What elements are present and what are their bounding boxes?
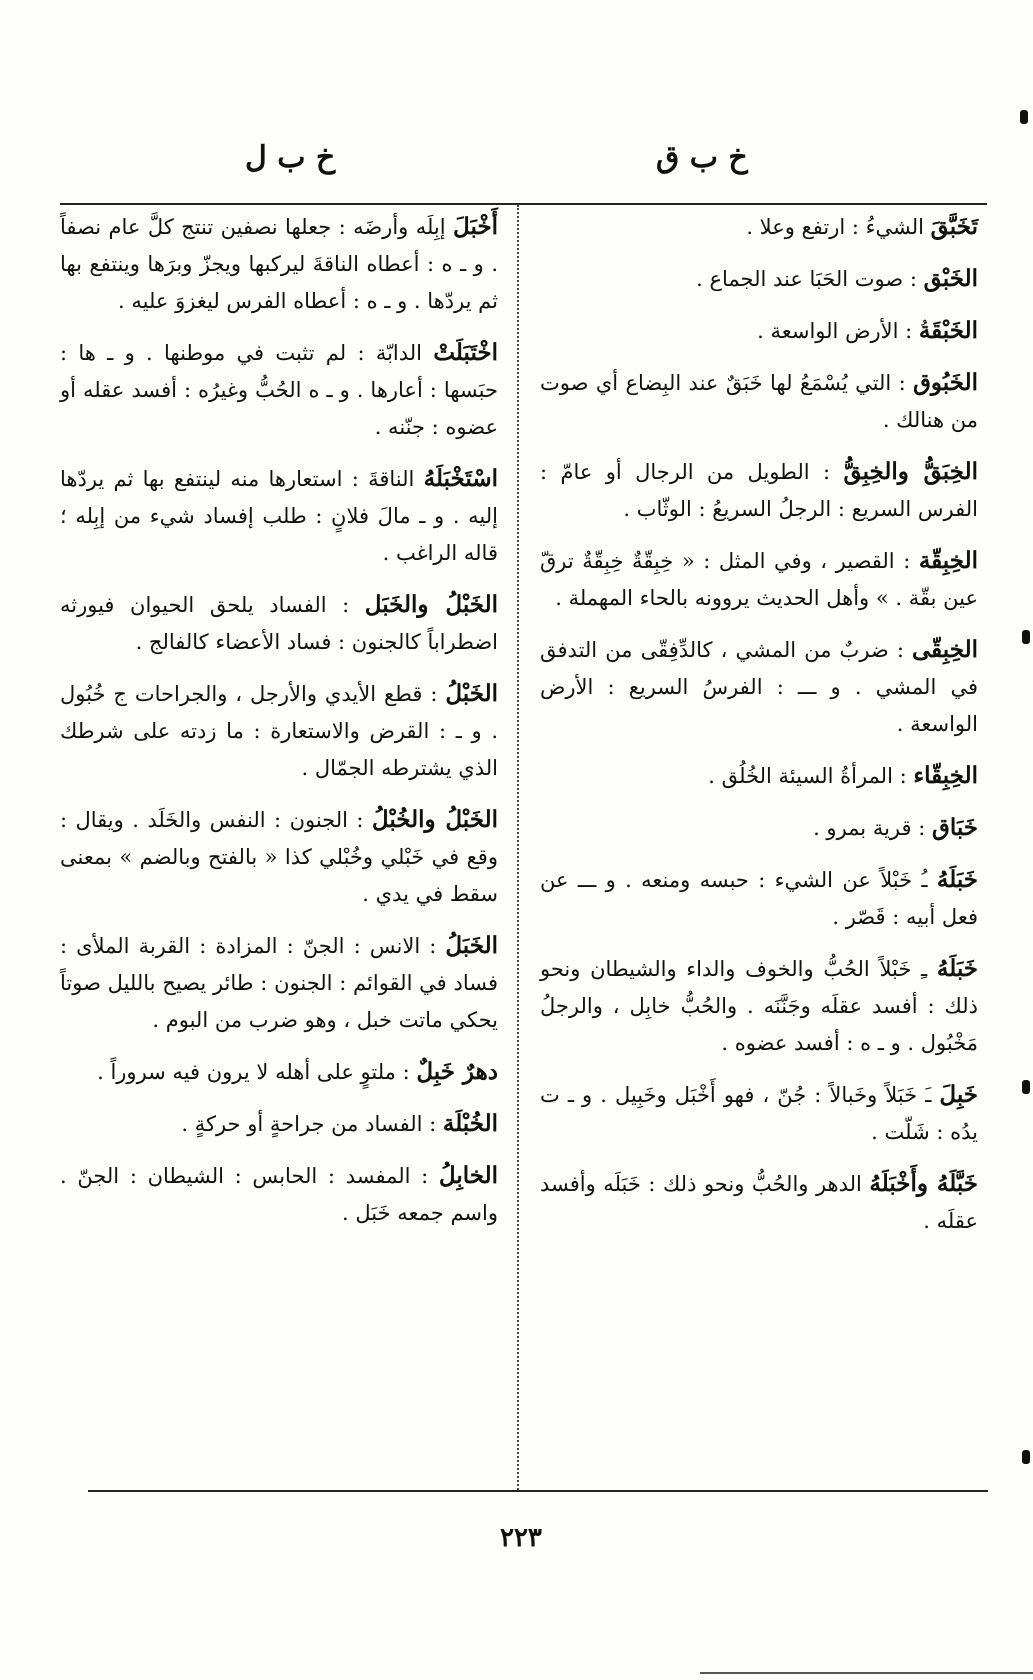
entry-headword: الخَبْلُ والخَبَل (364, 591, 499, 618)
dictionary-entry (60, 208, 498, 320)
entry-headword: أَخْبَلَ (453, 213, 498, 240)
entry-headword: خَبَلَهُ (936, 866, 978, 893)
footer-rule (88, 1490, 988, 1492)
entry-definition: : القصير ، وفي المثل : « خِبِقّةٌ خِبِقّةٌ ترقّ عين بقّة . » وأهل الحديث يروونه بالحاء المهملة . (540, 549, 978, 610)
dictionary-entry (60, 1053, 498, 1091)
column-divider (517, 205, 519, 1490)
page-number: ٢٢٣ (500, 1523, 542, 1553)
dictionary-entry (60, 927, 498, 1039)
dictionary-entry (60, 334, 498, 446)
dictionary-entry (60, 460, 498, 572)
entry-headword: خَبَّلَهُ وأَخْبَلَهُ (869, 1170, 978, 1197)
dictionary-entry (540, 260, 978, 298)
dictionary-entry (60, 1157, 498, 1232)
scan-margin-mark (1022, 1080, 1030, 1094)
entry-definition: ـَ خَبَلاً وخَبالاً : جُنّ ، فهو أَخْبَل وخَبِيل . و ـ ت يدُه : شَلّت . (540, 1083, 978, 1144)
entry-headword: تَخَبَّقَ (930, 213, 978, 240)
entry-headword: خَبَلَهُ (936, 955, 978, 982)
right-column-heading: خ ب ق (656, 140, 748, 175)
entry-definition: : ملتوٍ على أهله لا يرون فيه سروراً . (97, 1060, 417, 1084)
entry-definition: : المفسد : الحابس : الشيطان : الجنّ . واسم جمعه خَبَل . (60, 1164, 498, 1225)
dictionary-entry (540, 757, 978, 795)
entry-headword: اخْتَبَلَتْ (433, 339, 498, 366)
entry-definition: : قرية بمرو . (813, 816, 932, 840)
dictionary-entry (60, 1105, 498, 1143)
entry-definition: الشيءُ : ارتفع وعلا . (746, 215, 931, 239)
dictionary-entry (540, 208, 978, 246)
entry-headword: الخُبْلَة (442, 1110, 498, 1137)
entry-headword: خَبَاق (931, 814, 978, 841)
entry-definition: ـِ خَبْلاً الحُبُّ والخوف والداء والشيطان ونحو ذلك : أفسد عقلَه وجَنَّنَه . والحُبُّ خابِل ، والرجلُ مَخْبُول . و ـ ه : أفسد عضوه . (540, 957, 978, 1055)
entry-definition: : صوت الحَبَا عند الجماع . (696, 267, 924, 291)
entry-headword: الخَبْقَة (918, 317, 978, 344)
dictionary-entry (540, 312, 978, 350)
dictionary-entry (540, 364, 978, 439)
entry-definition: : الجنون : النفس والخَلَد . ويقال : وقع في خَبْلي وخُبْلي كذا « بالفتح وبالضم » بمعنى سقط في يدي . (60, 808, 498, 906)
left-column-heading: خ ب ل (245, 140, 336, 175)
entry-headword: الخِبِقّى (912, 636, 978, 663)
dictionary-entry (540, 861, 978, 936)
dictionary-entry (540, 1076, 978, 1151)
entry-headword: خَبِلَ (939, 1081, 978, 1108)
entry-headword: الخِبَقُّ والخِبِقُّ (843, 458, 978, 485)
entry-headword: اسْتَخْبَلَهُ (423, 465, 498, 492)
entry-definition: الدابّة : لم تثبت في موطنها . و ـ ها : حبَسها : أعارها . و ـ ه الحُبُّ وغيرُه : أفسد عقله أو عضوه : جنّنه . (60, 341, 498, 439)
dictionary-entry (540, 809, 978, 847)
entry-headword: الخَبَلُ (445, 932, 498, 959)
entry-headword: الخِبِقّاء (913, 762, 978, 789)
entry-definition: : الفساد يلحق الحيوان فيورثه اضطراباً كالجنون : فساد الأعضاء كالفالج . (60, 593, 498, 654)
dictionary-entry (540, 542, 978, 617)
entry-definition: ُ : الأرض الواسعة . (757, 319, 919, 343)
scan-margin-mark (1022, 1450, 1030, 1464)
entry-headword: دهرٌ خَبِلٌ (416, 1058, 498, 1085)
header-rule (60, 203, 987, 205)
entry-headword: الخَبُوق (913, 369, 978, 396)
entry-definition: : المرأةُ السيئة الخُلُق . (708, 764, 914, 788)
right-column (540, 208, 978, 1254)
scan-edge-line (700, 1672, 1033, 1674)
left-column (60, 208, 498, 1246)
scan-margin-mark (1022, 630, 1030, 644)
entry-definition: ـُ خَبْلاً عن الشيء : حبسه ومنعه . و ـــ عن فعل أبيه : قَصّر . (540, 868, 978, 929)
entry-definition: : ضربٌ من المشي ، كالدِّفِقّى من التدفق في المشي . و ـــ : الفرسُ السريع : الأرض الواسعة . (540, 638, 978, 736)
dictionary-entry (60, 801, 498, 913)
entry-headword: الخِبِقّة (918, 547, 978, 574)
entry-definition: الناقةَ : استعارها منه لينتفع بها ثم يردّها إليه . و ـ مالَ فلانٍ : طلب إفساد شيء من إبِله ؛ قاله الراغب . (60, 467, 498, 565)
entry-definition: إبِلَه وأرضَه : جعلها نصفين تنتج كلَّ عام نصفاً . و ـ ه : أعطاه الناقةَ ليركبها ويجزّ وبرَها وينتفع بها ثم يردّها . و ـ ه : أعطاه الفرس ليغزوَ عليه . (60, 215, 498, 313)
entry-headword: الخابِلُ (438, 1162, 498, 1189)
dictionary-entry (540, 1165, 978, 1240)
entry-definition: : الطويل من الرجال أو عامّ : الفرس السريع : الرجلُ السريعُ : الوثّاب . (540, 460, 978, 521)
entry-headword: الخَبْق (923, 265, 978, 292)
entry-definition: : التي يُسْمَعُ لها خَبَقٌ عند البِضاع أي صوت من هنالك . (540, 371, 978, 432)
entry-definition: الدهر والحُبُّ ونحو ذلك : خَبَلَه وأفسد عقلَه . (540, 1172, 978, 1233)
entry-definition: : الانس : الجنّ : المزادة : القربة الملأى : فساد في القوائم : الجنون : طائر يصيح بالليل صوتاً يحكي ماتت خبل ، وهو ضرب من البوم . (60, 934, 498, 1032)
dictionary-entry (60, 675, 498, 787)
entry-definition: : الفساد من جراحةٍ أو حركةٍ . (181, 1112, 443, 1136)
entry-definition: : قطع الأيدي والأرجل ، والجراحات ج خُبُول . و ـ : القرض والاستعارة : ما زدته على شرطك الذي يشترطه الجمّال . (60, 682, 498, 780)
dictionary-entry (540, 631, 978, 743)
scan-margin-mark (1020, 110, 1028, 124)
dictionary-entry (60, 586, 498, 661)
dictionary-entry (540, 453, 978, 528)
entry-headword: الخَبْلُ (445, 680, 498, 707)
entry-headword: الخَبْلُ والخُبْلُ (371, 806, 498, 833)
dictionary-entry (540, 950, 978, 1062)
